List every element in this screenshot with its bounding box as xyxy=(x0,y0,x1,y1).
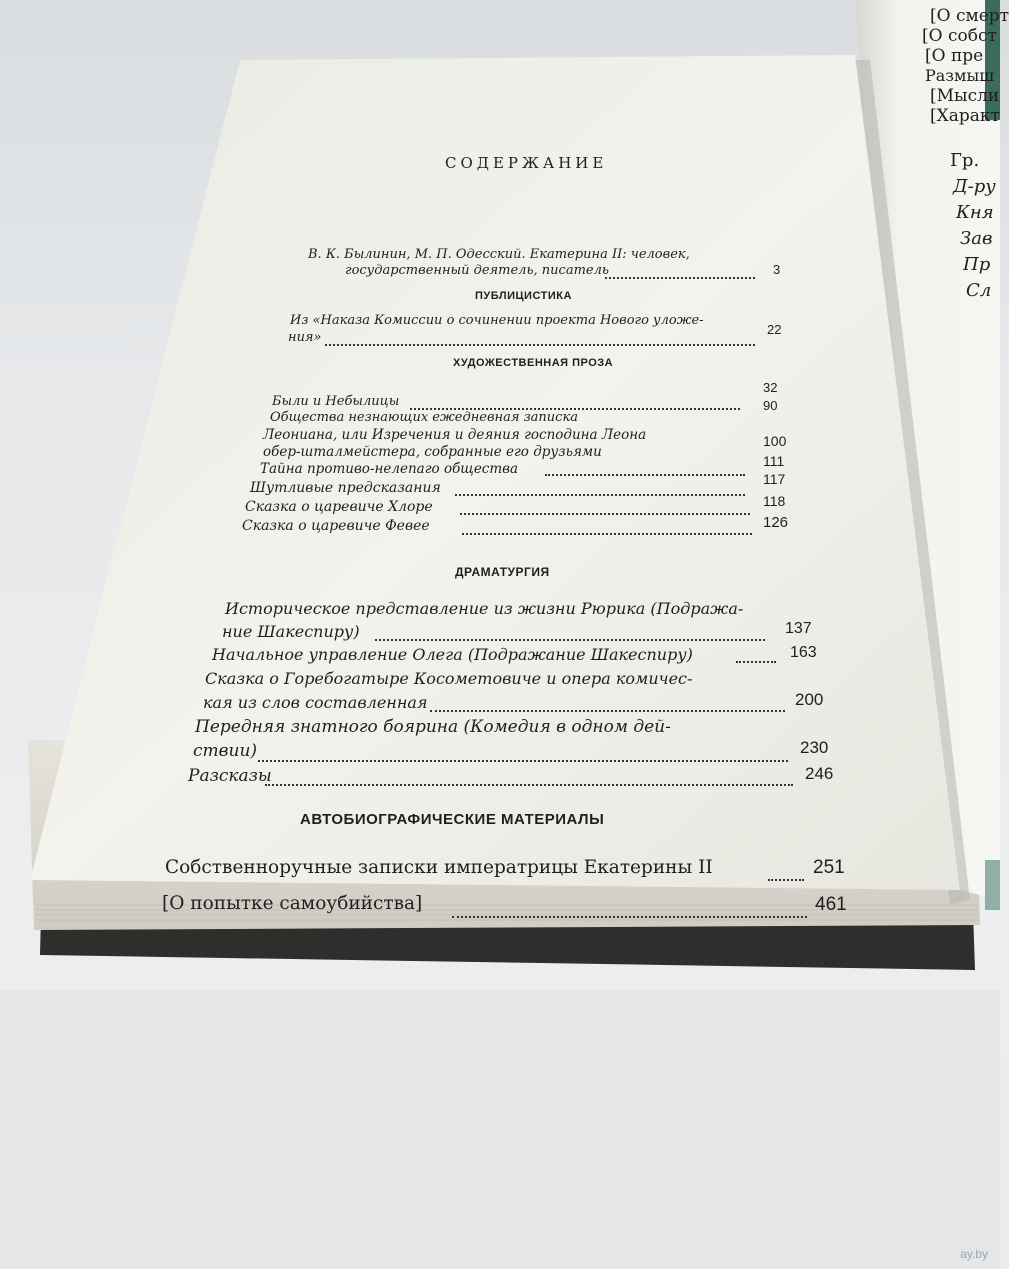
toc-entry-text: государственный деятель, писатель xyxy=(345,263,609,278)
section-heading: ДРАМАТУРГИЯ xyxy=(455,565,550,579)
leader-dots xyxy=(325,344,755,346)
toc-entry-text: обер-шталмейстера, собранные его друзьями xyxy=(263,444,602,460)
leader-dots xyxy=(375,639,765,641)
toc-entry-text: Из «Наказа Комиссии о сочинении проекта Нового уложе- xyxy=(290,313,704,328)
toc-page-number: 230 xyxy=(800,738,829,757)
toc-page-number: 246 xyxy=(805,764,834,783)
toc-page-number: 461 xyxy=(815,894,847,915)
leader-dots xyxy=(736,661,776,663)
toc-page-number: 251 xyxy=(813,857,845,878)
toc-entry-text: Были и Небылицы xyxy=(272,394,400,409)
toc-entry-text: Общества незнающих ежедневная записка xyxy=(270,410,578,425)
toc-page-number: 90 xyxy=(763,398,778,413)
section-heading: ПУБЛИЦИСТИКА xyxy=(475,290,572,302)
leader-dots xyxy=(452,916,807,918)
leader-dots xyxy=(605,277,755,279)
toc-page-number: 3 xyxy=(773,262,781,277)
leader-dots xyxy=(462,533,752,535)
leader-dots xyxy=(430,710,785,712)
leader-dots xyxy=(455,494,745,496)
right-fragment: Сл xyxy=(966,280,992,301)
toc-page-number: 117 xyxy=(763,471,786,487)
toc-entry-text: Историческое представление из жизни Рюрика (Подража- xyxy=(225,599,744,618)
leader-dots xyxy=(768,879,804,881)
section-heading: ХУДОЖЕСТВЕННАЯ ПРОЗА xyxy=(453,357,614,369)
toc-entry-text: Леониана, или Изречения и деяния господина Леона xyxy=(263,427,647,443)
toc-page-number: 111 xyxy=(763,453,785,469)
toc-entry-text: ствии) xyxy=(193,741,258,761)
toc-page-number: 100 xyxy=(763,433,787,449)
toc-page-number: 32 xyxy=(763,380,778,395)
toc-entry-text: В. К. Былинин, М. П. Одесский. Екатерина II: человек, xyxy=(308,247,690,262)
toc-entry-text: Шутливые предсказания xyxy=(250,480,441,496)
toc-entry-text: Разсказы xyxy=(188,766,272,786)
right-fragment: Размыш xyxy=(925,66,995,85)
toc-entry-text: Сказка о царевиче Хлоре xyxy=(245,499,433,515)
section-heading: АВТОБИОГРАФИЧЕСКИЕ МАТЕРИАЛЫ xyxy=(300,811,605,828)
right-fragment: Д-ру xyxy=(953,176,996,197)
leader-dots xyxy=(460,513,750,515)
toc-entry-text: Тайна противо-нелепаго общества xyxy=(260,461,519,477)
right-fragment: [О смерт xyxy=(930,6,1009,26)
toc-entry-text: кая из слов составленная xyxy=(203,693,428,712)
toc-entry-text: ния» xyxy=(288,330,322,345)
toc-entry-text: [О попытке самоубийства] xyxy=(162,893,423,914)
toc-entry-text: Начальное управление Олега (Подражание Шакеспиру) xyxy=(212,645,693,664)
toc-page-number: 137 xyxy=(785,620,812,637)
toc-entry-text: Передняя знатного боярина (Комедия в одном дей- xyxy=(195,717,671,737)
toc-entry-text: Собственноручные записки императрицы Екатерины II xyxy=(165,857,713,878)
leader-dots xyxy=(258,760,788,762)
right-fragment: [О собст xyxy=(922,26,997,46)
toc-page-number: 22 xyxy=(767,322,782,337)
right-fragment: Пр xyxy=(963,254,991,275)
right-fragment: Зав xyxy=(960,228,993,249)
toc-page-number: 163 xyxy=(790,644,817,661)
toc-page-number: 126 xyxy=(763,514,789,531)
right-fragment: [Мысли xyxy=(930,86,1000,106)
toc-page-number: 118 xyxy=(763,493,786,509)
leader-dots xyxy=(545,474,745,476)
leader-dots xyxy=(265,784,793,786)
toc-entry-text: Сказка о Горебогатыре Косометовиче и опера комичес- xyxy=(205,669,693,688)
toc-page-number: 200 xyxy=(795,690,824,709)
page-title: СОДЕРЖАНИЕ xyxy=(445,154,608,172)
right-fragment: [Характ xyxy=(930,106,1000,126)
right-fragment: Кня xyxy=(956,202,994,223)
right-fragment: [О пре xyxy=(925,46,984,66)
toc-entry-text: ние Шакеспиру) xyxy=(222,622,360,641)
right-fragment: Гр. xyxy=(950,150,980,171)
watermark: ay.by xyxy=(960,1247,988,1261)
toc-entry-text: Сказка о царевиче Февее xyxy=(242,518,430,534)
